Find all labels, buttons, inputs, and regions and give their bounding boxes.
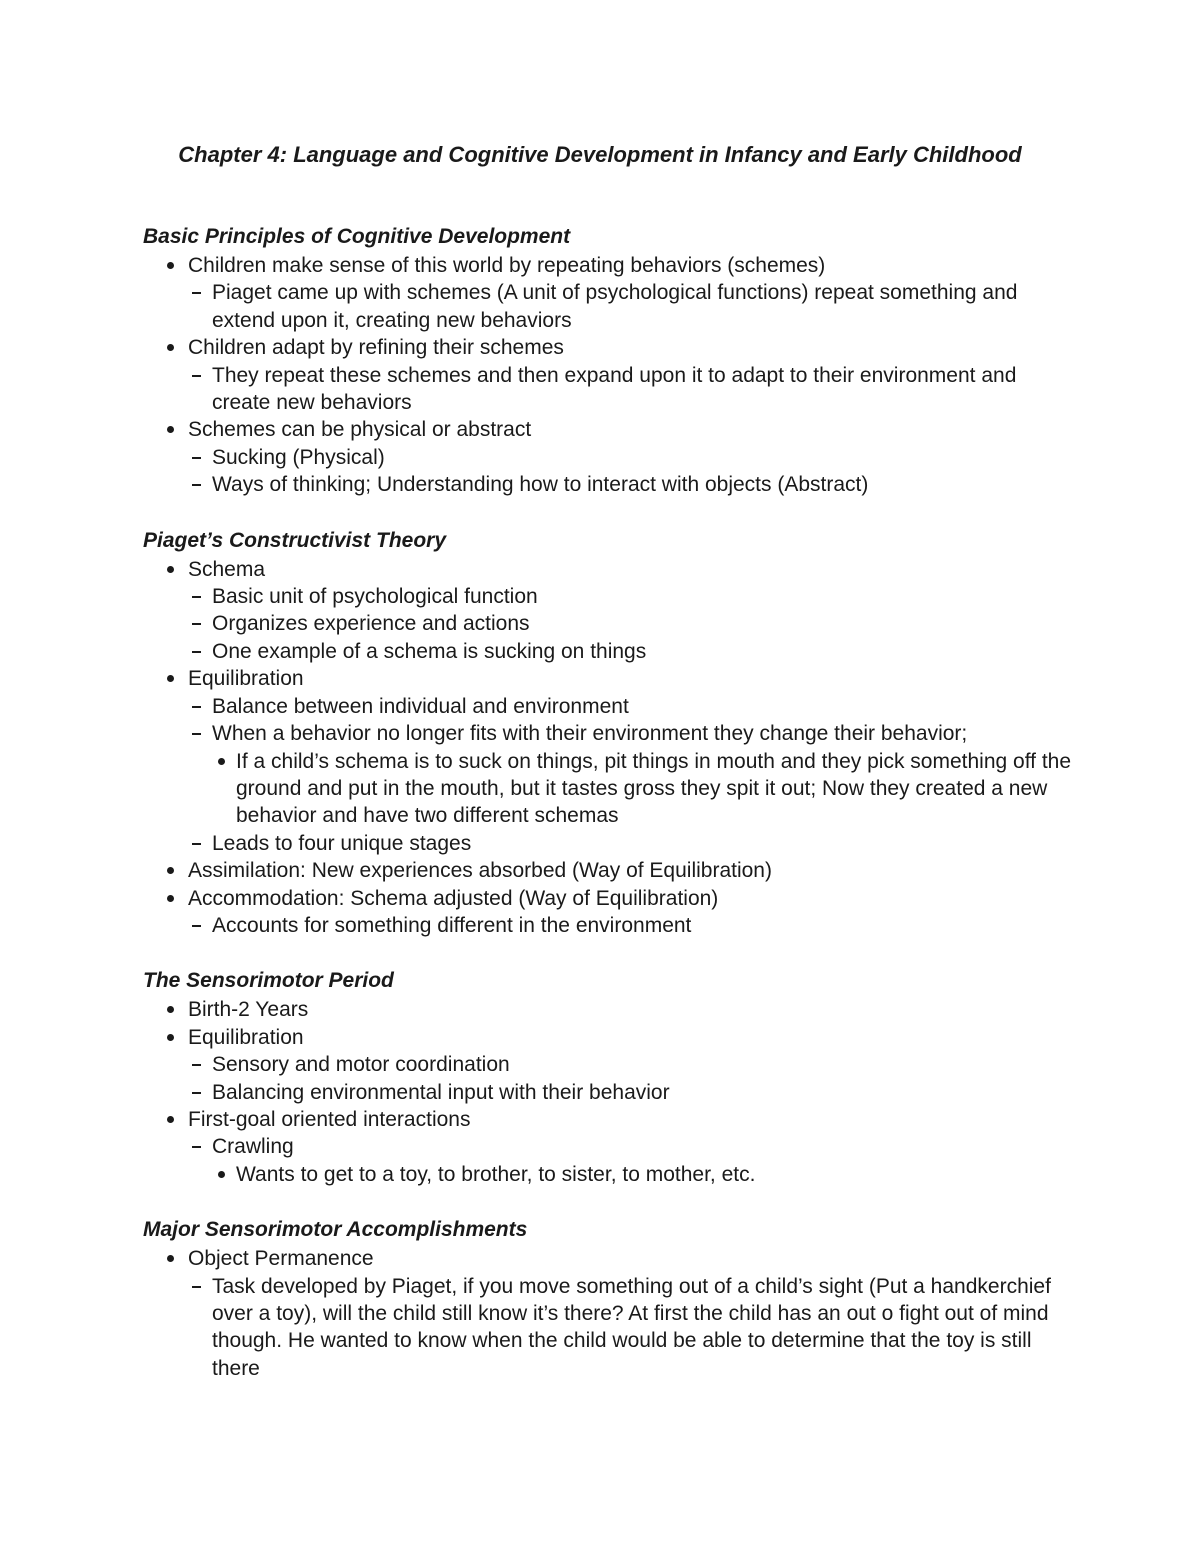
outline-list-level-2 — [188, 1051, 1078, 1106]
list-item — [188, 583, 1078, 610]
list-item-text: Crawling — [212, 1135, 294, 1159]
list-item-text: Wants to get to a toy, to brother, to sister, to mother, etc. — [236, 1162, 756, 1186]
list-item — [188, 1079, 1078, 1106]
document-title: Chapter 4: Language and Cognitive Development in Infancy and Early Childhood — [178, 142, 1022, 167]
list-item — [212, 748, 1078, 830]
document-body — [143, 222, 1078, 1409]
list-item-text: Assimilation: New experiences absorbed (Way of Equilibration) — [188, 859, 772, 883]
section-heading: Basic Principles of Cognitive Development — [143, 225, 571, 248]
list-item — [143, 996, 1078, 1023]
outline-section — [143, 526, 1078, 940]
list-item — [188, 362, 1078, 417]
outline-list-level-1 — [143, 556, 1078, 940]
outline-list-level-2 — [188, 444, 1078, 499]
list-item-text: They repeat these schemes and then expand upon it to adapt to their environment and create new behaviors — [212, 363, 1017, 415]
list-item — [188, 1133, 1078, 1188]
list-item-text: If a child’s schema is to suck on things, pit things in mouth and they pick something off the ground and put in the mouth, but it tastes gross they spit it out; Now they created a new behavior and have two different schemas — [236, 749, 1072, 828]
list-item-text: Equilibration — [188, 667, 304, 691]
list-item — [188, 912, 1078, 939]
list-item — [143, 1106, 1078, 1188]
list-item-text: When a behavior no longer fits with their environment they change their behavior; — [212, 722, 968, 746]
outline-list-level-2 — [188, 362, 1078, 417]
list-item-text: Schemes can be physical or abstract — [188, 418, 532, 442]
outline-list-level-2 — [188, 1133, 1078, 1188]
list-item — [212, 1161, 1078, 1188]
list-item — [188, 471, 1078, 498]
list-item-text: Balancing environmental input with their behavior — [212, 1080, 670, 1104]
list-item-text: Ways of thinking; Understanding how to interact with objects (Abstract) — [212, 473, 869, 497]
list-item-text: Leads to four unique stages — [212, 831, 472, 855]
list-item — [143, 252, 1078, 334]
list-item-text: Organizes experience and actions — [212, 612, 530, 636]
list-item — [143, 556, 1078, 666]
list-item — [143, 665, 1078, 857]
list-item — [143, 1245, 1078, 1382]
list-item-text: Piaget came up with schemes (A unit of psychological functions) repeat something and extend upon it, creating new behaviors — [212, 281, 1018, 332]
section-heading: Piaget’s Constructivist Theory — [143, 528, 447, 552]
outline-list-level-2 — [188, 912, 1078, 939]
list-item-text: Sensory and motor coordination — [212, 1053, 510, 1077]
list-item — [188, 638, 1078, 665]
list-item — [188, 1051, 1078, 1078]
list-item-text: Birth-2 Years — [188, 998, 309, 1022]
list-item-text: One example of a schema is sucking on things — [212, 639, 647, 663]
outline-section — [143, 1215, 1078, 1382]
list-item — [188, 610, 1078, 637]
list-item-text: Schema — [188, 557, 266, 581]
outline-list-level-2 — [188, 583, 1078, 665]
outline-list-level-2 — [188, 1273, 1078, 1383]
list-item-text: Children make sense of this world by repeating behaviors (schemes) — [188, 254, 826, 277]
outline-list-level-3 — [212, 1161, 1078, 1188]
list-item — [188, 693, 1078, 720]
section-heading: The Sensorimotor Period — [143, 969, 394, 993]
list-item — [143, 885, 1078, 940]
list-item — [143, 857, 1078, 884]
section-heading: Major Sensorimotor Accomplishments — [143, 1218, 528, 1242]
list-item-text: Sucking (Physical) — [212, 445, 385, 469]
list-item-text: Accommodation: Schema adjusted (Way of Equilibration) — [188, 886, 719, 910]
outline-section — [143, 222, 1078, 499]
list-item-text: Basic unit of psychological function — [212, 585, 538, 609]
list-item-text: Task developed by Piaget, if you move something out of a child’s sight (Put a handkerchief over a toy), will the child still know it’s there? At first the child has an out o fight out of mind though. He wanted to know when the child would be able to determine that the toy is still there — [212, 1274, 1051, 1380]
list-item-text: Children adapt by refining their schemes — [188, 336, 564, 360]
outline-list-level-1 — [143, 252, 1078, 499]
list-item — [188, 830, 1078, 857]
list-item — [188, 720, 1078, 830]
list-item — [143, 416, 1078, 498]
outline-list-level-1 — [143, 1245, 1078, 1382]
list-item — [188, 444, 1078, 471]
list-item-text: Accounts for something different in the environment — [212, 913, 692, 937]
list-item — [143, 334, 1078, 416]
list-item-text: Equilibration — [188, 1025, 304, 1049]
list-item — [188, 1273, 1078, 1383]
outline-list-level-2 — [188, 693, 1078, 857]
outline-section — [143, 966, 1078, 1188]
list-item-text: Object Permanence — [188, 1247, 374, 1271]
outline-list-level-1 — [143, 996, 1078, 1188]
outline-list-level-2 — [188, 279, 1078, 334]
list-item-text: Balance between individual and environment — [212, 694, 629, 718]
outline-list-level-3 — [212, 748, 1078, 830]
list-item — [143, 1024, 1078, 1106]
list-item-text: First-goal oriented interactions — [188, 1107, 471, 1131]
list-item — [188, 279, 1078, 334]
